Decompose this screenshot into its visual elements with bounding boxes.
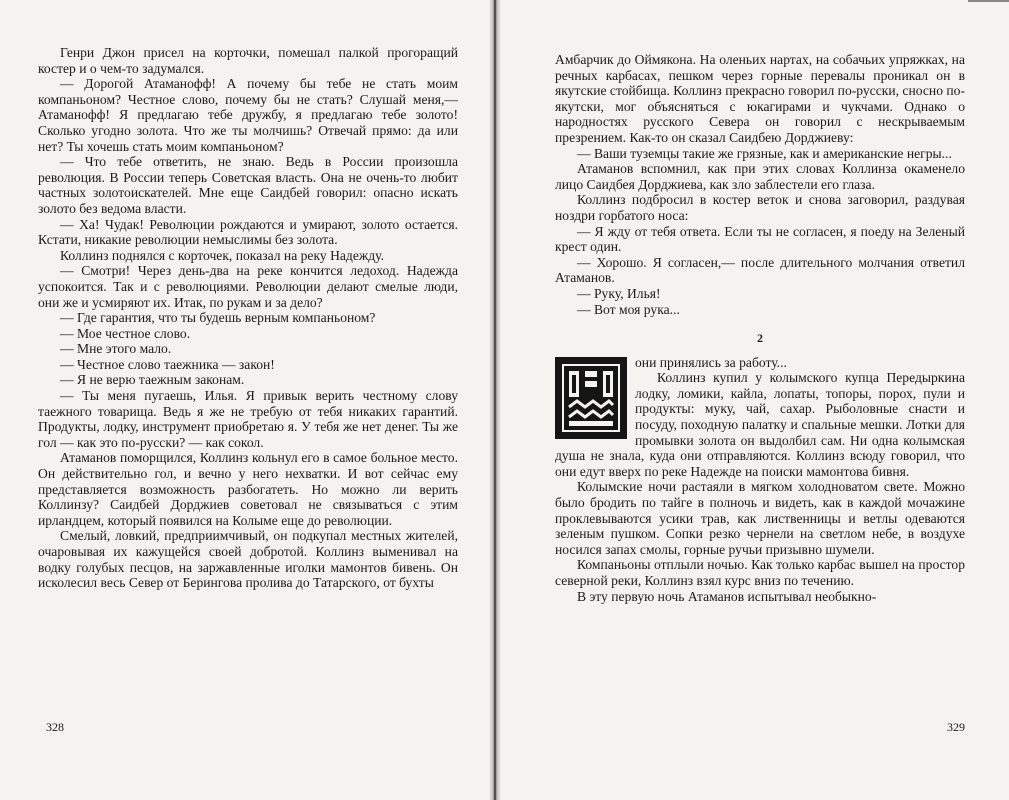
paragraph: — Ваши туземцы такие же грязные, как и американские негры... [577,145,952,161]
ornament-pattern [555,357,627,439]
page-number: 329 [947,720,965,734]
paragraph: — Ты меня пугаешь, Илья. Я привык верить честному слову таежного товарища. Ведь я же не требую от тебя никаких гарантий. Продукты, лодку, инструмент приобретаю я. У тебя же нет денег. Ты же гол — как это по-русски? — как сокол. [38,388,458,450]
paragraph: Смелый, ловкий, предприимчивый, он подкупал местных жителей, очаровывая их кажущейся своей добротой. Коллинз выменивал на водку голубых песцов, на заржавленные иголки мамонтов бивень. Он исколесил весь Север от Берингова пролива до Татарского, от бухты [38,528,458,591]
paragraph: — Вот моя рука... [577,301,680,317]
paragraph: — Я жду от тебя ответа. Если ты не согласен, я поеду на Зеленый крест один. [555,223,965,255]
paragraph: Компаньоны отплыли ночью. Как только карбас вышел на простор северной реки, Коллинз взял курс вниз по течению. [555,557,965,588]
left-page-text [38,45,458,591]
paragraph: Коллинз поднялся с корточек, показал на реку Надежду. [60,247,385,263]
section-number: 2 [757,331,763,346]
scan-edge-line [968,0,1009,2]
paragraph: Генри Джон присел на корточки, помешал палкой прогоращий костер и о чем-то задумался. [38,45,458,76]
paragraph: — Руку, Илья! [577,285,661,301]
paragraph: Коллинз купил у колымского купца Передыркина лодку, ломики, кайла, лопаты, топоры, порох, пули и продукты: муку, чай, сахар. Рыболовные снасти и посуду, походную палатку и спальные мешки. Лотки для промывки золота он выдолбил сам. Ни одна колымская душа не знала, куда они отправляются. Коллинз всюду говорил, что они едут вверх по реке Надежде на поиски мамонтова бивня. [555,370,965,479]
right-page-text [555,52,965,604]
book-gutter [489,0,501,800]
paragraph: — Мое честное слово. [60,325,191,341]
paragraph: — Дорогой Атаманофф! А почему бы тебе не стать моим компаньоном? Честное слово, почему бы не стать? Слушай меня,— Атаманофф! Я предлагаю тебе дружбу, я предлагаю тебе золото! Сколько угодно золота. Что же ты молчишь? Отвечай прямо: да или нет? Ты хочешь стать моим компаньоном? [38,76,458,154]
paragraph: — Хорошо. Я согласен,— после длительного молчания ответил Атаманов. [555,254,965,286]
paragraph: Атаманов поморщился, Коллинз кольнул его в самое больное место. Он действительно гол, и вечно у него нехватки. И вот сейчас ему представляется возможность разбогатеть. Но можно ли верить Коллинзу? Саидбей Дорджиев советовал не связываться с этим ирландцем, который появился на Колыме еще до революции. [38,450,458,528]
paragraph: Атаманов вспомнил, как при этих словах Коллинза окаменело лицо Саидбея Дорджиева, как зло заблестели его глаза. [555,161,965,192]
paragraph: — Мне этого мало. [60,341,172,357]
chapter-ornament-icon [555,357,627,439]
paragraph: Колымские ночи растаяли в мягком холодноватом свете. Можно было бродить по тайге в полночь и видеть, как в каждой мочажине проклевываются усики трав, как лиственницы и ветлы одеваются зеленым пушком. Сопки резко чернели на светлом небе, в воздухе носился запах смолы, горные ручьи призывно шумели. [555,479,965,557]
paragraph: — Честное слово таежника — закон! [60,356,275,372]
page-number: 328 [46,720,64,734]
paragraph: — Смотри! Через день-два на реке кончится ледоход. Надежда успокоится. Так и с революциями. Революции делают смелые люди, они же и усмиряют их. Итак, по рукам и за дело? [38,263,458,310]
paragraph: — Что тебе ответить, не знаю. Ведь в России произошла революция. В России теперь Советская власть. Она не очень-то любит частных золотоискателей. Мне еще Саидбей говорил: опасно искать золото без ведома власти. [38,154,458,216]
paragraph: Коллинз подбросил в костер веток и снова заговорил, раздувая ноздри горбатого носа: [555,192,965,223]
paragraph: В эту первую ночь Атаманов испытывал необыкно- [577,588,877,604]
paragraph: — Я не верю таежным законам. [60,372,245,388]
right-page [555,0,965,800]
paragraph: — Где гарантия, что ты будешь верным компаньоном? [60,310,376,326]
left-page [38,0,458,800]
paragraph: Амбарчик до Оймякона. На оленьих нартах, на собачьих упряжках, на речных карбасах, пешком через горные перевалы проникал он в якутские стойбища. Коллинз прекрасно говорил по-русски, сносно по-якутски, мог объясняться с юкагирами и чукчами. Однако о народностях русского Севера он говорил с нескрываемым презрением. Как-то он сказал Саидбею Дорджиеву: [555,52,965,145]
paragraph: — Ха! Чудак! Революции рождаются и умирают, золото остается. Кстати, никакие революции немыслимы без золота. [38,216,458,248]
section-start [555,355,965,480]
paragraph: они принялись за работу... [635,354,787,370]
